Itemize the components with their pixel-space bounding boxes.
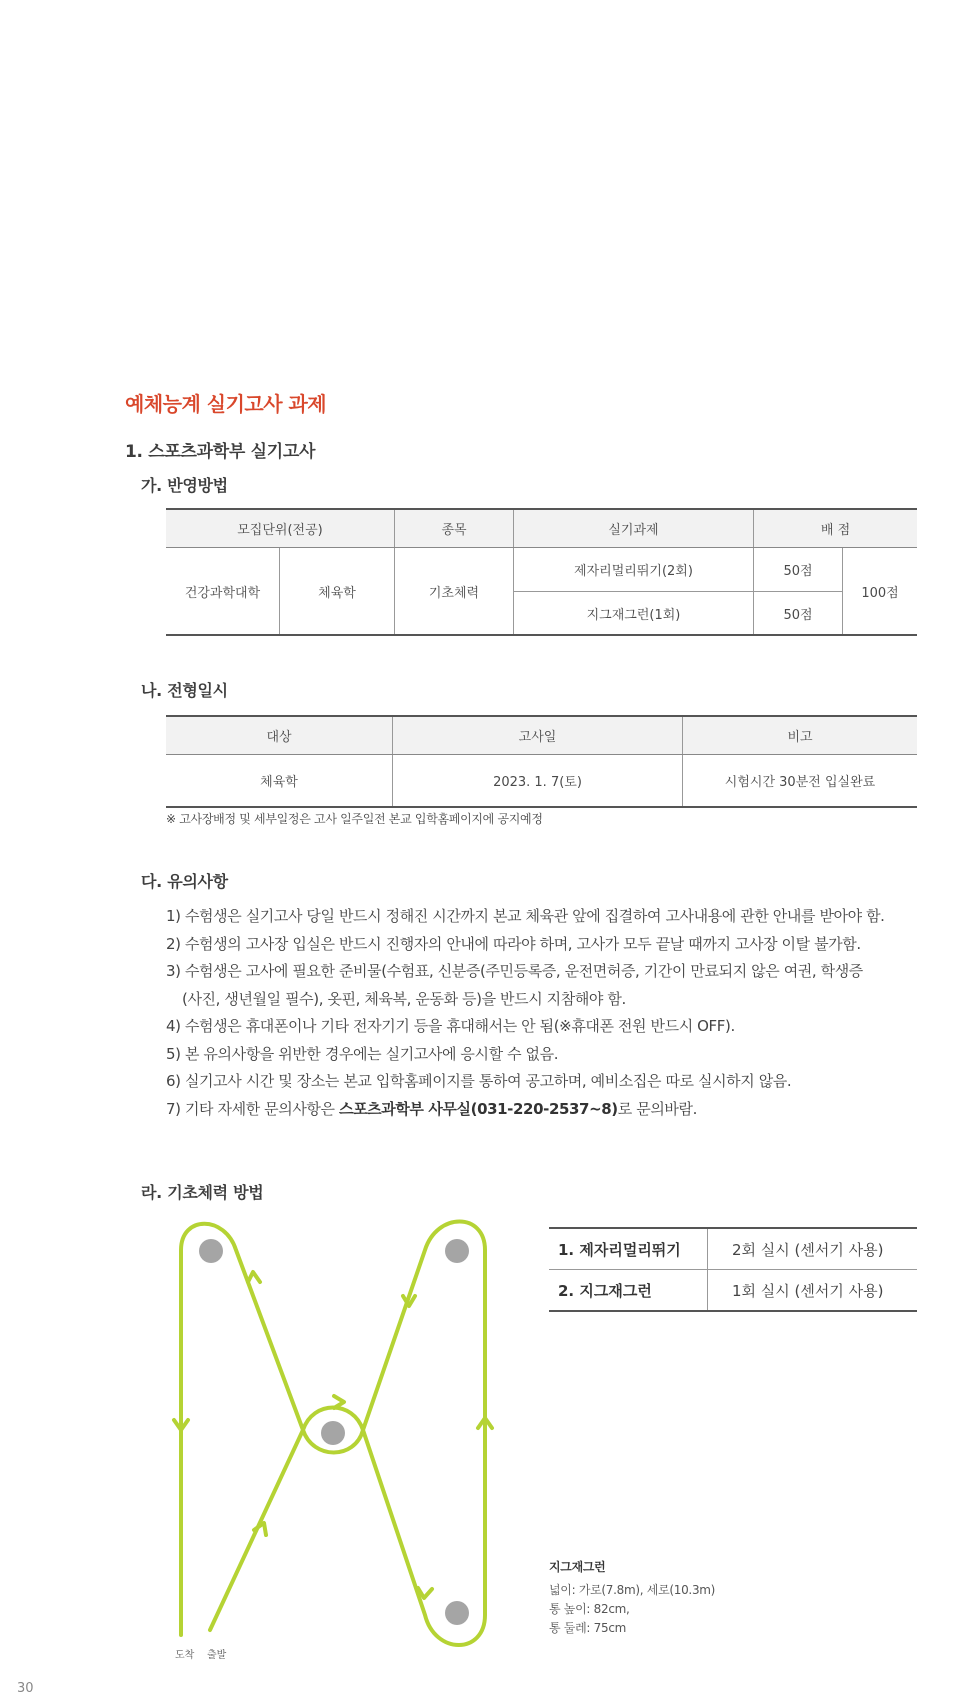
header-task: 실기과제 xyxy=(514,509,754,548)
spec-circumference: 통 둘레: 75cm xyxy=(549,1621,627,1635)
caution-item-5: 5) 본 유의사항을 위반한 경우에는 실기고사에 응시할 수 없음. xyxy=(166,1044,559,1063)
cell-event: 기초체력 xyxy=(395,548,514,636)
caution-item-3-continued: (사진, 생년월일 필수), 옷핀, 체육복, 운동화 등)을 반드시 지참해야 함. xyxy=(182,989,626,1008)
page-title: 예체능계 실기고사 과제 xyxy=(125,392,327,416)
table-row xyxy=(166,548,917,592)
contact-office: 스포츠과학부 사무실(031-220-2537~8) xyxy=(338,1099,618,1118)
schedule-note: ※ 고사장배정 및 세부일정은 고사 일주일전 본교 입학홈페이지에 공지예정 xyxy=(166,812,543,826)
caution-item-7 xyxy=(166,1096,926,1124)
subheading-fitness-method: 라. 기초체력 방법 xyxy=(141,1183,264,1202)
schedule-table xyxy=(166,715,917,808)
cell-task-1: 제자리멀리뛰기(2회) xyxy=(514,548,754,592)
header-unit: 모집단위(전공) xyxy=(166,509,395,548)
cone-top-left xyxy=(199,1239,223,1263)
cell-college: 건강과학대학 xyxy=(166,548,280,636)
header-remark: 비고 xyxy=(683,716,918,755)
cell-total-score: 100점 xyxy=(843,548,918,636)
zigzag-run-diagram xyxy=(160,1208,500,1668)
table-header-row xyxy=(166,716,917,755)
table-header-row xyxy=(166,509,917,548)
header-score: 배 점 xyxy=(754,509,918,548)
cone-bottom-right xyxy=(445,1601,469,1625)
start-label: 출발 xyxy=(207,1650,227,1661)
cell-remark: 시험시간 30분전 입실완료 xyxy=(683,755,918,808)
method-name-2: 2. 지그재그런 xyxy=(549,1270,708,1312)
page-number: 30 xyxy=(17,1681,34,1696)
caution-list xyxy=(166,903,926,1123)
caution-item-3: 3) 수험생은 고사에 필요한 준비물(수험표, 신분증(주민등록증, 운전면허증, 기간이 만료되지 않은 여권, 학생증 xyxy=(166,962,863,980)
caution-item-6: 6) 실기고사 시간 및 장소는 본교 입학홈페이지를 통하여 공고하며, 예비소집은 따로 실시하지 않음. xyxy=(166,1072,792,1090)
table-row xyxy=(549,1228,917,1270)
method-name-1: 1. 제자리멀리뛰기 xyxy=(549,1228,708,1270)
finish-label: 도착 xyxy=(175,1650,195,1661)
spec-height: 통 높이: 82cm, xyxy=(549,1602,630,1616)
header-target: 대상 xyxy=(166,716,393,755)
table-row xyxy=(166,755,917,808)
subheading-schedule: 나. 전형일시 xyxy=(141,681,228,700)
scoring-table xyxy=(166,508,917,636)
cell-task-1-score: 50점 xyxy=(754,548,843,592)
cell-task-2-score: 50점 xyxy=(754,592,843,636)
header-event: 종목 xyxy=(395,509,514,548)
subheading-cautions: 다. 유의사항 xyxy=(141,872,228,891)
method-desc-1: 2회 실시 (센서기 사용) xyxy=(708,1228,918,1270)
caution-item-7-prefix: 7) 기타 자세한 문의사항은 xyxy=(166,1099,339,1118)
caution-item-7-suffix: 로 문의바람. xyxy=(617,1099,697,1118)
cell-task-2: 지그재그런(1회) xyxy=(514,592,754,636)
cone-center xyxy=(321,1421,345,1445)
table-row xyxy=(549,1270,917,1312)
caution-item-4: 4) 수험생은 휴대폰이나 기타 전자기기 등을 휴대해서는 안 됨(※휴대폰 전원 반드시 OFF). xyxy=(166,1017,735,1035)
subheading-reflection-method: 가. 반영방법 xyxy=(141,476,228,495)
section-heading-sports-science: 1. 스포츠과학부 실기고사 xyxy=(125,442,316,462)
spec-title: 지그재그런 xyxy=(549,1560,606,1574)
cell-major: 체육학 xyxy=(280,548,395,636)
fitness-method-table xyxy=(549,1227,917,1312)
cell-date: 2023. 1. 7(토) xyxy=(393,755,683,808)
spec-width: 넓이: 가로(7.8m), 세로(10.3m) xyxy=(549,1583,716,1597)
cone-top-right xyxy=(445,1239,469,1263)
method-desc-2: 1회 실시 (센서기 사용) xyxy=(708,1270,918,1312)
caution-item-2: 2) 수험생의 고사장 입실은 반드시 진행자의 안내에 따라야 하며, 고사가 모두 끝날 때까지 고사장 이탈 불가함. xyxy=(166,934,861,953)
zigzag-spec xyxy=(549,1558,715,1638)
caution-item-1: 1) 수험생은 실기고사 당일 반드시 정해진 시간까지 본교 체육관 앞에 집결하여 고사내용에 관한 안내를 받아야 함. xyxy=(166,907,885,925)
header-date: 고사일 xyxy=(393,716,683,755)
cell-target: 체육학 xyxy=(166,755,393,808)
